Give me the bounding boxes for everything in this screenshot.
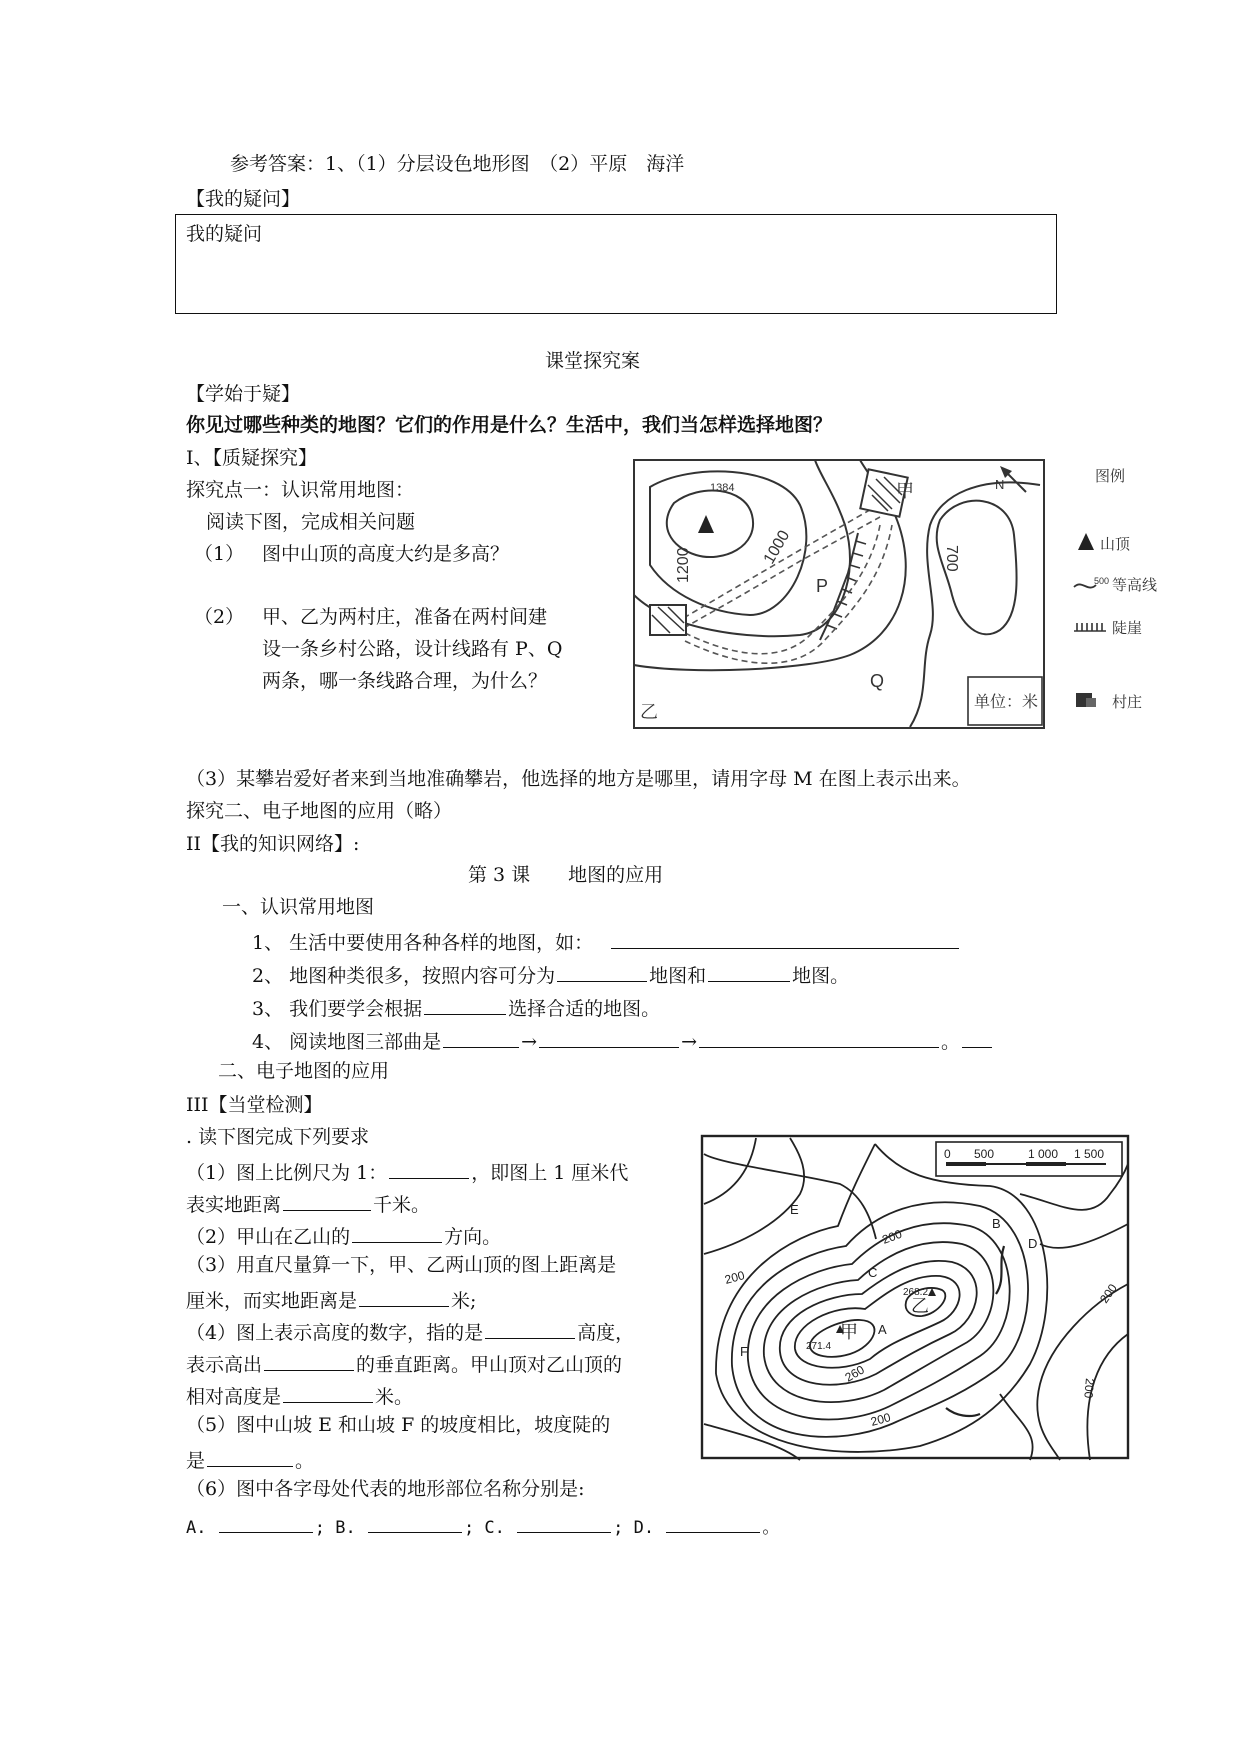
- answer-line: 参考答案：1、（1）分层设色地形图 （2）平原 海洋: [230, 153, 685, 175]
- point2-heading: 探究二、电子地图的应用（略）: [186, 800, 453, 822]
- test-q5: （5）图中山坡 E 和山坡 F 的坡度相比，坡度陡的: [186, 1414, 611, 1436]
- blank-field[interactable]: [359, 1288, 449, 1307]
- test-intro: . 读下图完成下列要求: [186, 1126, 370, 1148]
- contour-label: 200: [869, 1410, 893, 1429]
- section1-heading: I、【质疑探究】: [186, 447, 318, 469]
- knowledge-heading: II【我的知识网络】:: [186, 833, 360, 855]
- read-prompt: 阅读下图，完成相关问题: [206, 511, 416, 533]
- test-q3: （3）用直尺量算一下，甲、乙两山顶的图上距离是: [186, 1254, 617, 1276]
- test-q6: （6）图中各字母处代表的地形部位名称分别是:: [186, 1478, 585, 1500]
- test-q4-cont2: 相对高度是 米。: [186, 1386, 414, 1408]
- village-label-yi: 乙: [640, 702, 658, 722]
- blank-field[interactable]: [611, 930, 959, 949]
- peak-icon: [1078, 533, 1094, 550]
- route-label-q: Q: [870, 671, 885, 691]
- item-3: 3、 我们要学会根据 选择合适的地图。: [252, 998, 661, 1020]
- peak-value: 1384: [710, 482, 735, 494]
- peak-label-yi: 乙: [911, 1296, 929, 1316]
- test-q2: （2）甲山在乙山的 方向。: [186, 1226, 502, 1248]
- point-label-d: D: [1028, 1236, 1038, 1251]
- contour-label: 1200: [675, 547, 692, 583]
- village-yi: [650, 605, 686, 635]
- legend-title: 图例: [1095, 468, 1126, 485]
- test-q4: （4）图上表示高度的数字，指的是 高度，: [186, 1322, 635, 1344]
- blank-field[interactable]: [557, 963, 647, 982]
- part2-heading: 二、电子地图的应用: [218, 1060, 390, 1082]
- contour-label: 1000: [760, 527, 794, 567]
- point-label-c: C: [868, 1265, 878, 1280]
- legend-item: 村庄: [1112, 694, 1143, 711]
- blank-field[interactable]: [424, 996, 506, 1015]
- blank-field[interactable]: [283, 1192, 371, 1211]
- blank-field[interactable]: [264, 1352, 354, 1371]
- contour-label: 200: [723, 1268, 747, 1287]
- my-question-box[interactable]: [175, 214, 1057, 314]
- contour-line-icon: [1074, 584, 1096, 587]
- test-q1-cont: 表实地距离 千米。: [186, 1194, 431, 1216]
- peak-value-yi: 268.2: [903, 1287, 929, 1298]
- blank-field[interactable]: [352, 1224, 442, 1243]
- section-title: 课堂探究案: [545, 350, 641, 372]
- q2-line: 两条，哪一条线路合理，为什么？: [262, 670, 548, 692]
- point-label-a: A: [878, 1322, 887, 1337]
- learn-question: 你见过哪些种类的地图？它们的作用是什么？生活中，我们当怎样选择地图？: [186, 414, 833, 436]
- cliff-icon: [1074, 623, 1106, 631]
- item-4: 4、 阅读地图三部曲是 → → 。: [252, 1029, 994, 1052]
- test-q1: （1）图上比例尺为 1： ，即图上 1 厘米代: [186, 1162, 629, 1184]
- q2-line: 甲、乙为两村庄，准备在两村间建: [262, 606, 548, 628]
- test-heading: III【当堂检测】: [186, 1094, 323, 1116]
- blank-field[interactable]: [219, 1514, 313, 1533]
- point-label-b: B: [992, 1216, 1001, 1231]
- legend-item: 陡崖: [1112, 620, 1143, 637]
- contour-label: 260: [842, 1362, 867, 1385]
- blank-field[interactable]: [962, 1029, 992, 1048]
- test-q6-answers: A. ; B. ; C. ; D. 。: [186, 1514, 779, 1537]
- blank-field[interactable]: [207, 1448, 293, 1467]
- my-question-heading: 【我的疑问】: [186, 188, 301, 210]
- lesson-title: 第 3 课 地图的应用: [468, 864, 664, 886]
- legend-item: 山顶: [1100, 536, 1131, 553]
- blank-field[interactable]: [283, 1384, 373, 1403]
- blank-field[interactable]: [368, 1514, 462, 1533]
- svg-text:N: N: [995, 477, 1005, 492]
- contour-label: 700: [943, 545, 960, 572]
- legend-item: 等高线: [1112, 577, 1158, 594]
- blank-field[interactable]: [443, 1029, 519, 1048]
- test-q4-cont: 表示高出 的垂直距离。甲山顶对乙山顶的: [186, 1354, 623, 1376]
- blank-field[interactable]: [517, 1514, 611, 1533]
- peak-value-jia: 271.4: [806, 1341, 832, 1352]
- point-label-e: E: [790, 1202, 799, 1217]
- village-label-jia: 甲: [896, 481, 914, 501]
- test-q3-cont: 厘米，而实地距离是 米;: [186, 1290, 477, 1312]
- blank-field[interactable]: [699, 1029, 939, 1048]
- blank-field[interactable]: [708, 963, 790, 982]
- point-label-f: F: [740, 1344, 748, 1359]
- learn-heading: 【学始于疑】: [186, 383, 301, 405]
- item-1: 1、 生活中要使用各种各样的地图，如：: [252, 930, 961, 953]
- blank-field[interactable]: [389, 1160, 469, 1179]
- part1-heading: 一、认识常用地图: [222, 896, 375, 918]
- topographic-map-1: [630, 455, 1195, 733]
- q1-number: （1）: [194, 543, 245, 565]
- scale-tick: 500: [974, 1147, 995, 1161]
- village-icon: [1076, 693, 1096, 707]
- q2-line: 设一条乡村公路，设计线路有 P、Q: [262, 638, 563, 660]
- item-2: 2、 地图种类很多，按照内容可分为 地图和 地图。: [252, 965, 850, 987]
- legend-sample: 500: [1094, 576, 1110, 586]
- blank-field[interactable]: [666, 1514, 760, 1533]
- contour-label: 200: [1081, 1377, 1097, 1399]
- my-question-box-label: 我的疑问: [186, 223, 263, 245]
- route-label-p: P: [816, 576, 829, 596]
- unit-label: 单位：米: [974, 694, 1039, 711]
- topographic-map-2: [700, 1134, 1132, 1462]
- q1-text: 图中山顶的高度大约是多高？: [262, 543, 510, 565]
- test-q5-cont: 是 。: [186, 1450, 315, 1472]
- contour-label: 200: [1096, 1281, 1120, 1306]
- scale-tick: 1 500: [1074, 1147, 1105, 1161]
- scale-tick: 0: [944, 1147, 951, 1161]
- blank-field[interactable]: [485, 1320, 575, 1339]
- q3-text: （3）某攀岩爱好者来到当地准确攀岩，他选择的地方是哪里，请用字母 M 在图上表示出来。: [186, 768, 971, 790]
- point1-heading: 探究点一：认识常用地图：: [186, 479, 415, 501]
- contour-label: 200: [880, 1226, 904, 1247]
- scale-tick: 1 000: [1028, 1147, 1059, 1161]
- peak-label-jia: 甲: [840, 1322, 858, 1342]
- blank-field[interactable]: [539, 1029, 679, 1048]
- q2-number: （2）: [194, 606, 245, 628]
